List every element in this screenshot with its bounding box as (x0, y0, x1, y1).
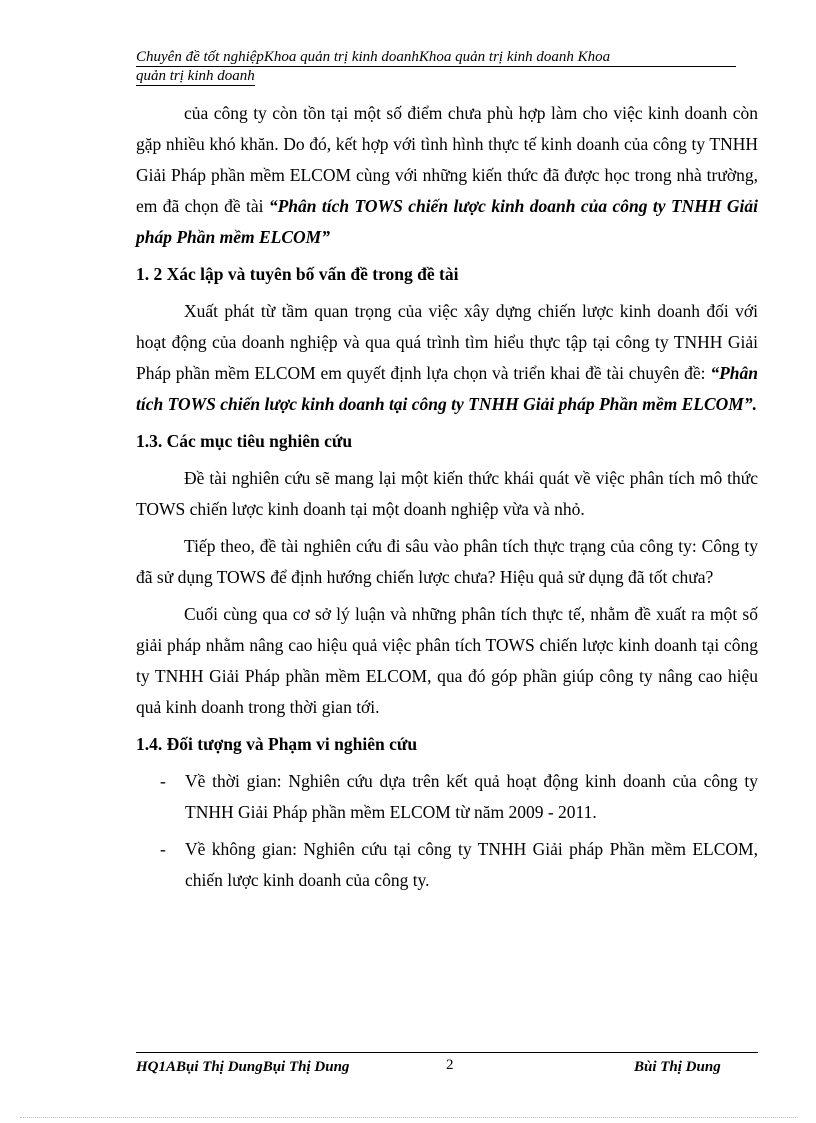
intro-paragraph (136, 98, 758, 253)
list-item (136, 766, 758, 828)
dash-bullet: - (160, 771, 166, 791)
list-item (136, 834, 758, 896)
section-1-4-heading: 1.4. Đối tượng và Phạm vi nghiên cứu (136, 734, 418, 754)
header-line-2: quản trị kinh doanh (136, 68, 255, 84)
header-line-1: Chuyên đề tốt nghiệpKhoa quản trị kinh doanhKhoa quản trị kinh doanh Khoa (136, 48, 736, 67)
section-1-3-paragraph-3: Cuối cùng qua cơ sở lý luận và những phân tích thực tế, nhằm đề xuất ra một số giải pháp nhằm nâng cao hiệu quả việc phân tích TOWS chiến lược kinh doanh tại công ty TNHH Giải Pháp phần mềm ELCOM, qua đó góp phần giúp công ty nâng cao hiệu quả kinh doanh trong thời gian tới. (136, 604, 758, 717)
scope-space-text: Về không gian: Nghiên cứu tại công ty TNHH Giải pháp Phần mềm ELCOM, chiến lược kinh doanh của công ty. (185, 839, 758, 890)
section-1-2-paragraph (136, 296, 758, 420)
section-1-3-paragraph-1: Đề tài nghiên cứu sẽ mang lại một kiến thức khái quát về việc phân tích mô thức TOWS chiến lược kinh doanh tại một doanh nghiệp vừa và nhỏ. (136, 468, 758, 519)
footer-author: Bùi Thị Dung (634, 1059, 721, 1075)
document-body (136, 98, 758, 896)
page-bottom-divider (20, 1117, 796, 1118)
section-1-3-heading: 1.3. Các mục tiêu nghiên cứu (136, 431, 353, 451)
scope-time-text: Về thời gian: Nghiên cứu dựa trên kết quả hoạt động kinh doanh của công ty TNHH Giải Pháp phần mềm ELCOM từ năm 2009 - 2011. (185, 771, 758, 822)
section-1-2-text: Xuất phát từ tầm quan trọng của việc xây dựng chiến lược kinh doanh đối với hoạt động của doanh nghiệp và qua quá trình tìm hiểu thực tập tại công ty TNHH Giải Pháp phần mềm ELCOM em quyết định lựa chọn và triển khai đề tài chuyên đề: (136, 301, 758, 383)
intro-text: của công ty còn tồn tại một số điểm chưa phù hợp làm cho việc kinh doanh còn gặp nhiều khó khăn. Do đó, kết hợp với tình hình thực tế kinh doanh của công ty TNHH Giải Pháp phần mềm ELCOM cùng với những kiến thức đã được học trong nhà trường, em đã chọn đề tài (136, 103, 758, 216)
page-number: 2 (446, 1057, 454, 1073)
footer-left-text: HQ1ABụi Thị DungBụi Thị Dung (136, 1059, 350, 1075)
page-footer (136, 1052, 758, 1079)
section-1-3-paragraph-2: Tiếp theo, đề tài nghiên cứu đi sâu vào phân tích thực trạng của công ty: Công ty đã sử dụng TOWS để định hướng chiến lược chưa? Hiệu quả sử dụng đã tốt chưa? (136, 536, 758, 587)
intro-topic-title: “Phân tích TOWS chiến lược kinh doanh của công ty TNHH Giải pháp Phần mềm ELCOM” (136, 196, 758, 247)
dash-bullet: - (160, 839, 166, 859)
page-header (136, 48, 736, 86)
section-1-2-heading: 1. 2 Xác lập và tuyên bố vấn đề trong đề tài (136, 264, 459, 284)
section-1-2-topic-title: “Phân tích TOWS chiến lược kinh doanh tại công ty TNHH Giải pháp Phần mềm ELCOM”. (136, 363, 758, 414)
scope-list (136, 766, 758, 896)
